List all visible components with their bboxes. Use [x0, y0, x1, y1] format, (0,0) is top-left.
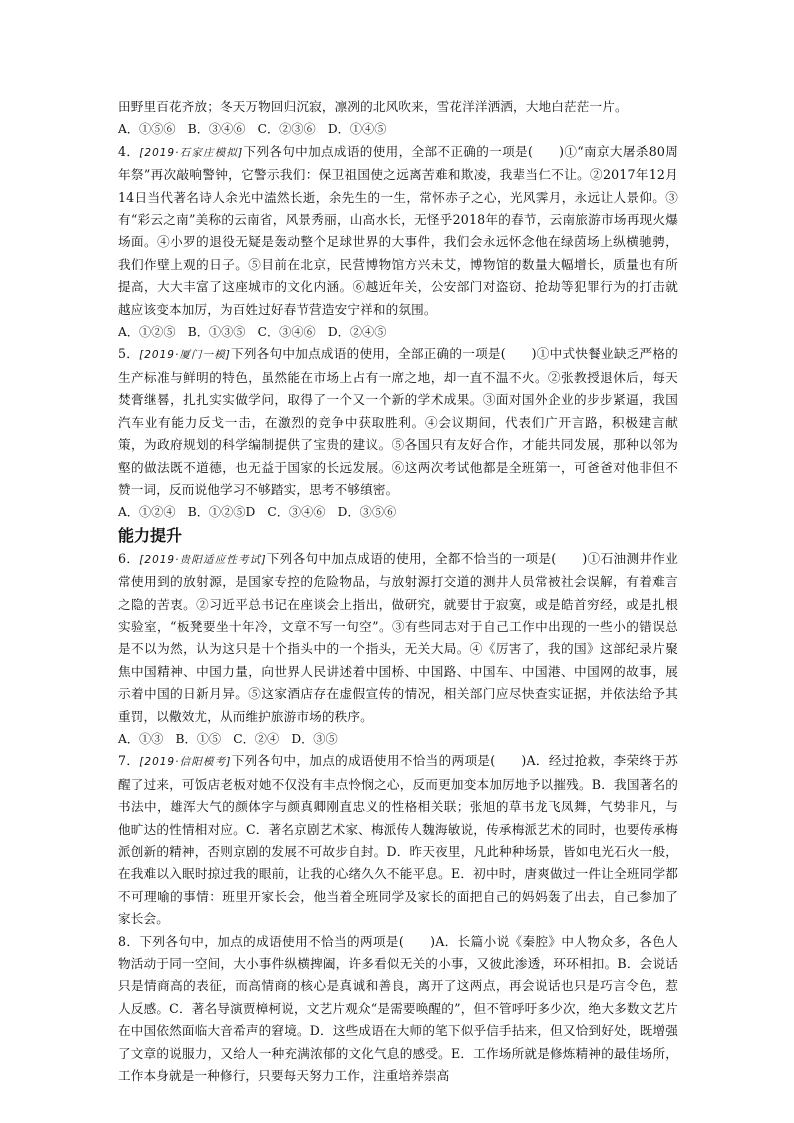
question-6-options: A．①③ B．①⑤ C．②④ D．③⑤	[118, 731, 338, 746]
question-6-number: 6．	[118, 550, 140, 566]
question-5-stem: 下列各句中加点成语的使用，全部正确的一项是( )	[230, 346, 537, 362]
document-page	[118, 96, 678, 1087]
question-5-options: A．①②④ B．①②⑤D C．③④⑥ D．③⑤⑥	[118, 505, 397, 520]
question-4-options: A．①②⑤ B．①③⑤ C．③④⑥ D．②④⑤	[118, 325, 387, 340]
question-5-body: ①中式快餐业缺乏严格的生产标准与鲜明的特色，虽然能在市场上占有一席之地，却一直不温不火。②张教授退休后，每天焚膏继晷，扎扎实实做学问，取得了一个又一个新的学术成果。③面对国外企业的步步紧逼，我国汽车业有能力反戈一击，在激烈的竞争中获取胜利。④会议期间，代表们广开言路，积极建言献策，为政府规划的科学编制提供了宝贵的建议。⑤各国只有友好合作，才能共同发展，那种以邻为壑的做法既不道德，也无益于国家的长远发展。⑥这两次考试他都是全班第一，可爸爸对他非但不赞一词，反而说他学习不够踏实，思考不够缜密。	[118, 346, 678, 497]
question-7-number: 7．	[118, 753, 140, 769]
question-4-body: ①“南京大屠杀80周年祭”再次敲响警钟，它警示我们：保卫祖国使之远离苦难和欺凌，我辈当仁不让。②2017年12月14日当代著名诗人余光中溘然长逝，余先生的一生，常怀赤子之心，光风霁月，永远让人景仰。③有“彩云之南”美称的云南省，风景秀丽，山高水长，无怪乎2018年的春节，云南旅游市场再现火爆场面。④小罗的退役无疑是轰动整个足球世界的大事件，我们会永远怀念他在绿茵场上纵横驰骋，我们作壁上观的日子。⑤目前在北京，民营博物馆方兴未艾，博物馆的数量大幅增长，质量也有所提高，大大丰富了这座城市的文化内涵。⑥越近年关，公安部门对盗窃、抢劫等犯罪行为的打击就越应该变本加厉，为百姓过好春节营造安宁祥和的氛围。	[118, 143, 678, 317]
question-6-stem: 下列各句中加点成语的使用，全都不恰当的一项是( )	[266, 550, 588, 566]
question-7	[118, 750, 678, 930]
question-4	[118, 141, 678, 321]
question-7-source: [2019·信阳模考]	[139, 756, 232, 769]
question-6-source: [2019·贵阳适应性考试]	[139, 553, 267, 566]
question-8-stem: 下列各句中，加点的成语使用不恰当的两项是( )	[139, 933, 436, 949]
question-4-number: 4．	[118, 143, 140, 159]
question-4-source: [2019·石家庄模拟]	[139, 146, 244, 159]
question-6	[118, 548, 678, 728]
question-5	[118, 343, 678, 501]
question-8-number: 8．	[118, 933, 140, 949]
question-7-body: A．经过抢救，李荣终于苏醒了过来，可饭店老板对她不仅没有丰点怜悯之心，反而更加变本加厉地予以摧残。B．我国著名的书法中，雄浑大气的颜体字与颜真卿刚直忠义的性格相关联；张旭的草书龙飞凤舞，气势非凡，与他旷达的性情相对应。C．著名京剧艺术家、梅派传人魏海敏说，传承梅派艺术的同时，也要传承梅派创新的精神，否则京剧的发展不可故步自封。D．昨天夜里，凡此种种场景，皆如电光石火一般，在我难以入眠时掠过我的眼前，让我的心绪久久不能平息。E．初中时，唐爽做过一件让全班同学都不可理喻的事情：班里开家长会，他当着全班同学及家长的面把自己的妈妈轰了出去，自己参加了家长会。	[118, 753, 678, 927]
question-8-body: A．长篇小说《秦腔》中人物众多，各色人物活动于同一空间，大小事件纵横捭阖，许多看似无关的小事，又彼此渗透，环环相扣。B．会说话只是情商高的表征，而高情商的核心是真诚和善良，离开了这两点，再会说话也只是巧言令色，惹人反感。C．著名导演贾樟柯说，文艺片观众“是需要唤醒的”，但不管呼吁多少次，绝大多数文艺片在中国依然面临大音希声的窘境。D．这些成语在大师的笔下似乎信手拈来，但又恰到好处，既增强了文章的说服力，又给人一种充满浓郁的文化气息的感受。E．工作场所就是修炼精神的最佳场所，工作本身就是一种修行，只要每天努力工作，注重培养崇高	[118, 933, 678, 1084]
intro-text: 田野里百花齐放；冬天万物回归沉寂，凛冽的北风吹来，雪花洋洋洒洒，大地白茫茫一片。	[118, 99, 628, 114]
question-5-source: [2019·厦门一模]	[139, 349, 231, 362]
section-heading: 能力提升	[118, 525, 183, 545]
question-8	[118, 931, 678, 1088]
question-4-stem: 下列各句中加点成语的使用，全部不正确的一项是( )	[243, 143, 565, 159]
question-7-stem: 下列各句中，加点的成语使用不恰当的两项是( )	[231, 753, 527, 769]
question-5-number: 5．	[118, 346, 140, 362]
question-6-body: ①石油测井作业常使用到的放射源，是国家专控的危险物品，与放射源打交道的测井人员常被社会误解，有着难言之隐的苦衷。②习近平总书记在座谈会上指出，做研究，就要甘于寂寞，或是皓首穷经，或是扎根实验室，“板凳要坐十年冷，文章不写一句空”。③有些同志对于自己工作中出现的一些小的错误总是不以为然，认为这只是十个指头中的一个指头，无关大局。④《厉害了，我的国》这部纪录片聚焦中国精神、中国力量，向世界人民讲述着中国桥、中国路、中国车、中国港、中国网的故事，展示着中国的日新月异。⑤这家酒店存在虚假宣传的情况，相关部门应尽快查实证据，并依法给予其重罚，以儆效尤，从而维护旅游市场的秩序。	[118, 550, 678, 724]
intro-options: A．①⑤⑥ B．③④⑥ C．②③⑥ D．①④⑤	[118, 122, 387, 137]
